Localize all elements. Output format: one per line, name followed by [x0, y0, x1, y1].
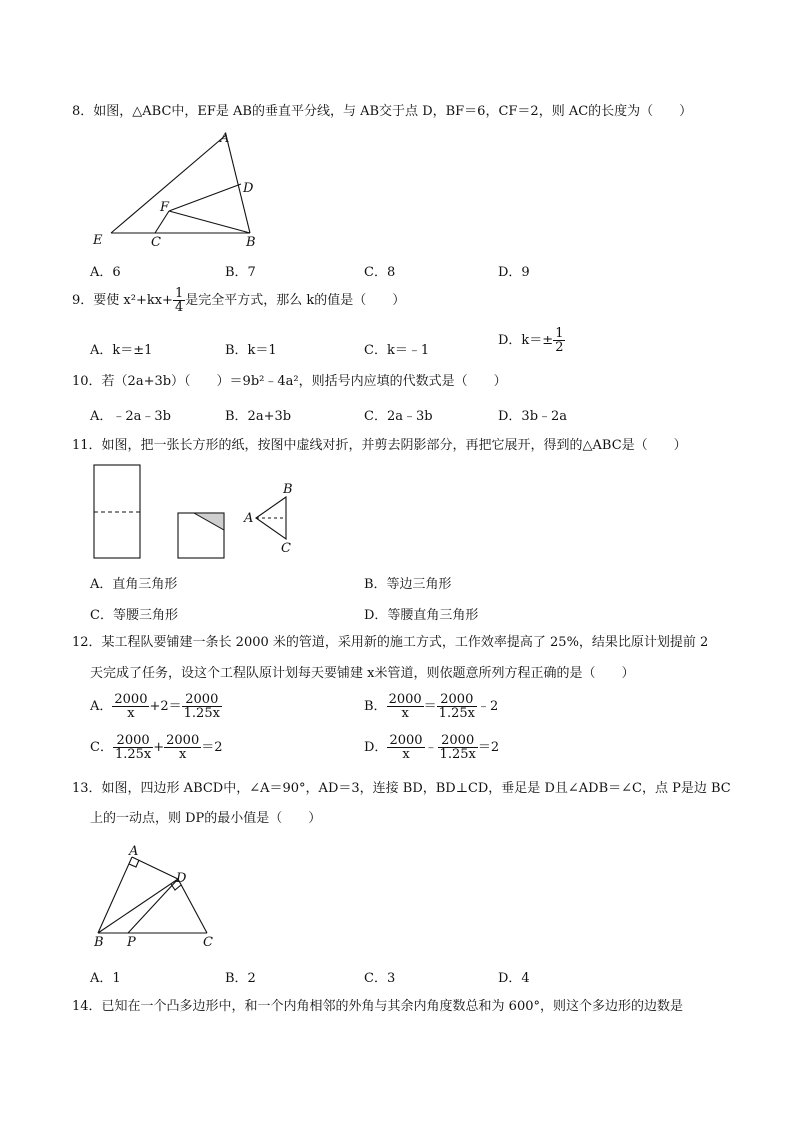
q11-label-c: C [281, 541, 291, 556]
q13-label-p: P [127, 935, 136, 950]
q9-option-a[interactable]: A．k＝±1 [90, 343, 153, 358]
q12-c-frac1: $\frac{2000}{1.25x}$ [114, 733, 152, 762]
q12-option-c[interactable]: C． $\frac{2000}{1.25x}$ + $\frac{2000}{x}$ ＝2 [90, 733, 223, 762]
q8-option-a[interactable]: A．6 [90, 265, 121, 280]
q13-option-b[interactable]: B．2 [225, 971, 256, 986]
q11-option-d[interactable]: D．等腰直角三角形 [364, 608, 479, 623]
q10-option-a[interactable]: A．﹣2a﹣3b [90, 409, 172, 424]
q11-label-b: B [283, 482, 293, 497]
q13-option-d[interactable]: D．4 [498, 971, 530, 986]
q8-figure [85, 128, 265, 250]
q12-option-a[interactable]: A． $\frac{2000}{x}$ +2＝ $\frac{2000}{1.25x}$ [90, 692, 220, 721]
q10-text: 10．若（2a+3b）（ ）＝9b²﹣4a²，则括号内应填的代数式是（ ） [72, 374, 507, 389]
q13-option-a[interactable]: A．1 [90, 971, 121, 986]
q12-option-d[interactable]: D． $\frac{2000}{x}$ ﹣ $\frac{2000}{1.25x}$ ＝2 [364, 733, 500, 762]
q8-label-e: E [93, 233, 103, 248]
q12-d-frac1: $\frac{2000}{x}$ [389, 733, 423, 762]
q8-option-b[interactable]: B．7 [225, 265, 256, 280]
q12-d-frac2: $\frac{2000}{1.25x}$ [439, 733, 476, 762]
q9-text-before: 9．要使 x²+kx+ [72, 293, 173, 308]
q8-label-f: F [160, 200, 170, 215]
q9-option-b[interactable]: B．k＝1 [225, 343, 277, 358]
q8-label-c: C [151, 235, 161, 250]
q10-option-d[interactable]: D．3b﹣2a [498, 409, 568, 424]
q12-option-b[interactable]: B． $\frac{2000}{x}$ ＝ $\frac{2000}{1.25x}$ ﹣2 [364, 692, 499, 721]
q10-option-b[interactable]: B．2a+3b [225, 409, 292, 424]
q8-label-d: D [243, 181, 254, 196]
q9-option-d-fraction: $\frac{1}{2}$ [555, 326, 564, 355]
q9-option-d[interactable]: D．k＝± $\frac{1}{2}$ [498, 326, 564, 355]
q13-label-c: C [203, 935, 213, 950]
q12-b-frac1: $\frac{2000}{x}$ [388, 692, 422, 721]
q12-a-frac1: $\frac{2000}{x}$ [114, 692, 148, 721]
q8-option-c[interactable]: C．8 [364, 265, 396, 280]
q9-option-c[interactable]: C．k＝﹣1 [364, 343, 430, 358]
q12-line2: 天完成了任务，设这个工程队原计划每天要铺建 x米管道，则依题意所列方程正确的是（ ） [90, 666, 635, 681]
q10-option-c[interactable]: C．2a﹣3b [364, 409, 433, 424]
q8-option-d[interactable]: D．9 [498, 265, 530, 280]
q8-text: 8．如图，△ABC中，EF是 AB的垂直平分线，与 AB交于点 D，BF＝6，CF＝2，则 AC的长度为（ ） [72, 104, 693, 119]
q11-option-b[interactable]: B．等边三角形 [364, 577, 452, 592]
q13-line2: 上的一动点，则 DP的最小值是（ ） [90, 811, 322, 826]
q12-line1: 12．某工程队要铺建一条长 2000 米的管道，采用新的施工方式，工作效率提高了 25%，结果比原计划提前 2 [72, 635, 709, 650]
q13-figure [85, 840, 225, 952]
q13-line1: 13．如图，四边形 ABCD中，∠A＝90°，AD＝3，连接 BD，BD⊥CD，垂足是 D且∠ADB＝∠C，点 P是边 BC [72, 781, 731, 796]
q8-label-b: B [246, 235, 256, 250]
q13-label-b: B [94, 935, 104, 950]
q11-option-a[interactable]: A．直角三角形 [90, 577, 178, 592]
q8-label-a: A [220, 131, 230, 146]
q12-b-frac2: $\frac{2000}{1.25x}$ [438, 692, 475, 721]
q9-text [72, 287, 405, 314]
q13-option-c[interactable]: C．3 [364, 971, 396, 986]
q9-fraction: $\frac{1}{4}$ [174, 286, 184, 315]
q12-a-frac2: $\frac{2000}{1.25x}$ [183, 692, 220, 721]
q12-c-frac2: $\frac{2000}{x}$ [166, 733, 200, 762]
q9-text-after: 是完全平方式，那么 k的值是（ ） [185, 293, 406, 308]
q11-figure [90, 462, 310, 562]
q11-shaded-part [194, 513, 224, 530]
q11-text: 11．如图，把一张长方形的纸，按图中虚线对折，并剪去阴影部分，再把它展开，得到的△ABC是（ ） [72, 438, 687, 453]
q14-text: 14．已知在一个凸多边形中，和一个内角相邻的外角与其余内角度数总和为 600°，则这个多边形的边数是 [72, 999, 683, 1014]
q11-label-a: A [244, 511, 254, 526]
q13-label-d: D [176, 871, 187, 886]
q13-label-a: A [129, 844, 139, 859]
q11-option-c[interactable]: C．等腰三角形 [90, 608, 178, 623]
